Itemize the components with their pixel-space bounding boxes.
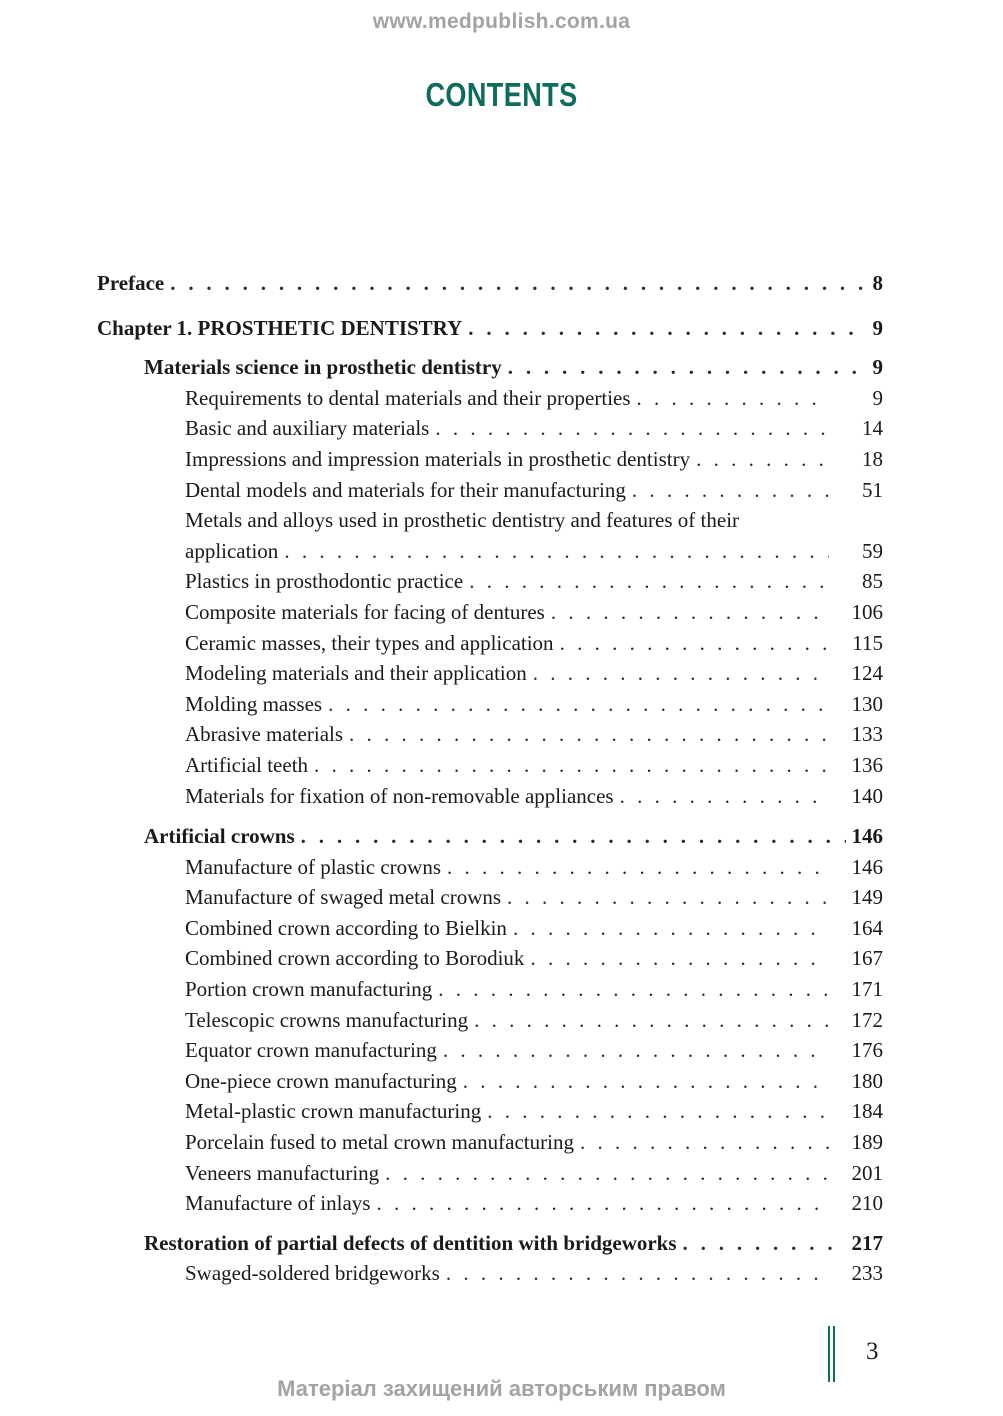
dot-leader xyxy=(469,566,829,597)
toc-entry-label: Combined crown according to Borodiuk xyxy=(185,946,525,971)
toc-page-number: 115 xyxy=(852,630,883,655)
toc-item[interactable] xyxy=(97,536,883,567)
toc-item[interactable] xyxy=(97,1035,883,1066)
toc-page-number: 189 xyxy=(851,1130,883,1155)
toc-page-number: 8 xyxy=(872,271,883,295)
toc-item[interactable] xyxy=(97,974,883,1005)
dot-leader xyxy=(443,1035,829,1066)
toc-entry-label: Abrasive materials xyxy=(185,722,344,747)
dot-leader xyxy=(620,781,829,812)
toc-item[interactable] xyxy=(97,943,883,974)
dot-leader xyxy=(513,913,829,944)
dot-leader xyxy=(446,1258,829,1289)
toc-page-number: 14 xyxy=(862,416,883,441)
toc-page-number: 9 xyxy=(872,385,883,410)
toc-item[interactable] xyxy=(97,1066,883,1097)
toc-page-number: 59 xyxy=(862,538,883,563)
toc-item[interactable] xyxy=(97,852,883,883)
dot-leader xyxy=(533,658,829,689)
toc-entry-label: Materials for fixation of non-removable appliances xyxy=(185,783,614,808)
dot-leader xyxy=(508,352,863,383)
toc-item[interactable] xyxy=(97,689,883,720)
toc-entry-label: Impressions and impression materials in prosthetic dentistry xyxy=(185,446,691,471)
toc-item[interactable] xyxy=(97,597,883,628)
toc-page-number: 171 xyxy=(851,977,883,1002)
toc-entry-label: Portion crown manufacturing xyxy=(185,977,433,1002)
toc-page-number: 136 xyxy=(851,752,883,777)
page-title: CONTENTS xyxy=(425,76,578,113)
dot-leader xyxy=(314,750,829,781)
dot-leader xyxy=(328,689,829,720)
toc-item[interactable] xyxy=(97,566,883,597)
toc-page-number: 201 xyxy=(851,1160,883,1185)
dot-leader xyxy=(468,313,863,344)
dot-leader xyxy=(474,1005,829,1036)
toc-entry-label: Artificial teeth xyxy=(185,752,309,777)
toc-page-number: 9 xyxy=(872,315,883,340)
toc-entry-label: Veneers manufacturing xyxy=(185,1160,380,1185)
toc-page-number: 51 xyxy=(862,477,883,502)
toc-page-number: 176 xyxy=(851,1038,883,1063)
toc-entry-label: Molding masses xyxy=(185,691,323,716)
toc-entry-label: Basic and auxiliary materials xyxy=(185,416,430,441)
toc-entry-label: Manufacture of swaged metal crowns xyxy=(185,885,502,910)
dot-leader xyxy=(447,852,829,883)
footer-double-rule xyxy=(828,1326,836,1382)
toc-page-number: 9 xyxy=(872,355,883,380)
toc-entry-label: Metal-plastic crown manufacturing xyxy=(185,1099,482,1124)
toc-page-number: 149 xyxy=(851,885,883,910)
dot-leader xyxy=(560,628,829,659)
toc-entry-label-line-1[interactable]: Metals and alloys used in prosthetic dentistry and features of their xyxy=(185,508,740,533)
toc-item[interactable] xyxy=(97,750,883,781)
toc-entry-label: Materials science in prosthetic dentistry xyxy=(144,355,502,380)
toc-item[interactable] xyxy=(97,1258,883,1289)
dot-leader xyxy=(301,821,846,852)
dot-leader xyxy=(284,536,829,567)
dot-leader xyxy=(696,444,829,475)
toc-entry-label: Chapter 1. PROSTHETIC DENTISTRY xyxy=(97,315,463,340)
table-of-contents xyxy=(97,268,883,1289)
toc-entry-label: Preface xyxy=(97,271,165,295)
dot-leader xyxy=(438,974,829,1005)
toc-page-number: 210 xyxy=(851,1191,883,1216)
toc-entry-label: Equator crown manufacturing xyxy=(185,1038,437,1063)
toc-item[interactable] xyxy=(97,1127,883,1158)
dot-leader xyxy=(435,413,829,444)
toc-section-materials-science[interactable] xyxy=(97,352,883,383)
toc-item[interactable] xyxy=(97,628,883,659)
toc-entry-label: Ceramic masses, their types and application xyxy=(185,630,554,655)
toc-entry-label-line-2: application xyxy=(185,538,279,563)
toc-section-artificial-crowns[interactable] xyxy=(97,821,883,852)
toc-entry-label: Requirements to dental materials and their properties xyxy=(185,385,631,410)
toc-item[interactable] xyxy=(97,913,883,944)
dot-leader xyxy=(530,943,829,974)
toc-entry-label: Restoration of partial defects of dentition with bridgeworks xyxy=(144,1230,677,1255)
toc-entry-label: Dental models and materials for their manufacturing xyxy=(185,477,626,502)
dot-leader xyxy=(463,1066,829,1097)
toc-section-restoration[interactable] xyxy=(97,1228,883,1259)
toc-page-number: 233 xyxy=(851,1261,883,1286)
toc-item[interactable] xyxy=(97,1096,883,1127)
toc-entry-chapter-1[interactable] xyxy=(97,313,883,344)
dot-leader xyxy=(170,268,863,299)
page-number: 3 xyxy=(866,1338,879,1365)
toc-page-number: 124 xyxy=(851,661,883,686)
dot-leader xyxy=(385,1158,829,1189)
toc-item[interactable] xyxy=(97,781,883,812)
toc-page-number: 106 xyxy=(851,599,883,624)
toc-entry-label: Porcelain fused to metal crown manufacturing xyxy=(185,1130,574,1155)
toc-page-number: 180 xyxy=(851,1068,883,1093)
toc-item[interactable] xyxy=(97,1188,883,1219)
toc-entry-label: Swaged-soldered bridgeworks xyxy=(185,1261,440,1286)
toc-page-number: 146 xyxy=(851,854,883,879)
toc-page-number: 164 xyxy=(851,915,883,940)
toc-page-number: 146 xyxy=(851,824,883,849)
toc-item[interactable] xyxy=(97,719,883,750)
toc-entry-label: Plastics in prosthodontic practice xyxy=(185,569,464,594)
toc-entry-label: Manufacture of inlays xyxy=(185,1191,371,1216)
toc-page-number: 167 xyxy=(851,946,883,971)
dot-leader xyxy=(349,719,829,750)
toc-item[interactable] xyxy=(97,1158,883,1189)
toc-item[interactable] xyxy=(97,444,883,475)
toc-page-number: 85 xyxy=(862,569,883,594)
dot-leader xyxy=(637,383,829,414)
toc-entry-label: Combined crown according to Bielkin xyxy=(185,915,507,940)
dot-leader xyxy=(551,597,829,628)
toc-page-number: 140 xyxy=(851,783,883,808)
toc-page-number: 184 xyxy=(851,1099,883,1124)
toc-item[interactable] xyxy=(97,1005,883,1036)
toc-entry-label: Telescopic crowns manufacturing xyxy=(185,1007,469,1032)
dot-leader xyxy=(487,1096,829,1127)
toc-item[interactable] xyxy=(97,413,883,444)
toc-item[interactable] xyxy=(97,383,883,414)
site-watermark: www.medpublish.com.ua xyxy=(372,10,631,33)
dot-leader xyxy=(376,1188,829,1219)
toc-entry-label: Composite materials for facing of dentures xyxy=(185,599,545,624)
toc-item[interactable] xyxy=(97,475,883,506)
dot-leader xyxy=(507,882,829,913)
copyright-watermark: Матеріал захищений авторським правом xyxy=(277,1376,726,1401)
toc-item[interactable] xyxy=(97,882,883,913)
toc-entry-preface[interactable] xyxy=(97,268,883,299)
toc-page-number: 172 xyxy=(851,1007,883,1032)
toc-entry-label: Artificial crowns xyxy=(144,824,295,849)
toc-page-number: 133 xyxy=(851,722,883,747)
toc-page-number: 18 xyxy=(862,446,883,471)
dot-leader xyxy=(580,1127,829,1158)
toc-entry-label: Manufacture of plastic crowns xyxy=(185,854,441,879)
toc-entry-label: One-piece crown manufacturing xyxy=(185,1068,457,1093)
toc-page-number: 130 xyxy=(851,691,883,716)
toc-item[interactable] xyxy=(97,658,883,689)
dot-leader xyxy=(632,475,829,506)
dot-leader xyxy=(683,1228,846,1259)
toc-page-number: 217 xyxy=(851,1230,883,1255)
toc-entry-label: Modeling materials and their application xyxy=(185,661,527,686)
